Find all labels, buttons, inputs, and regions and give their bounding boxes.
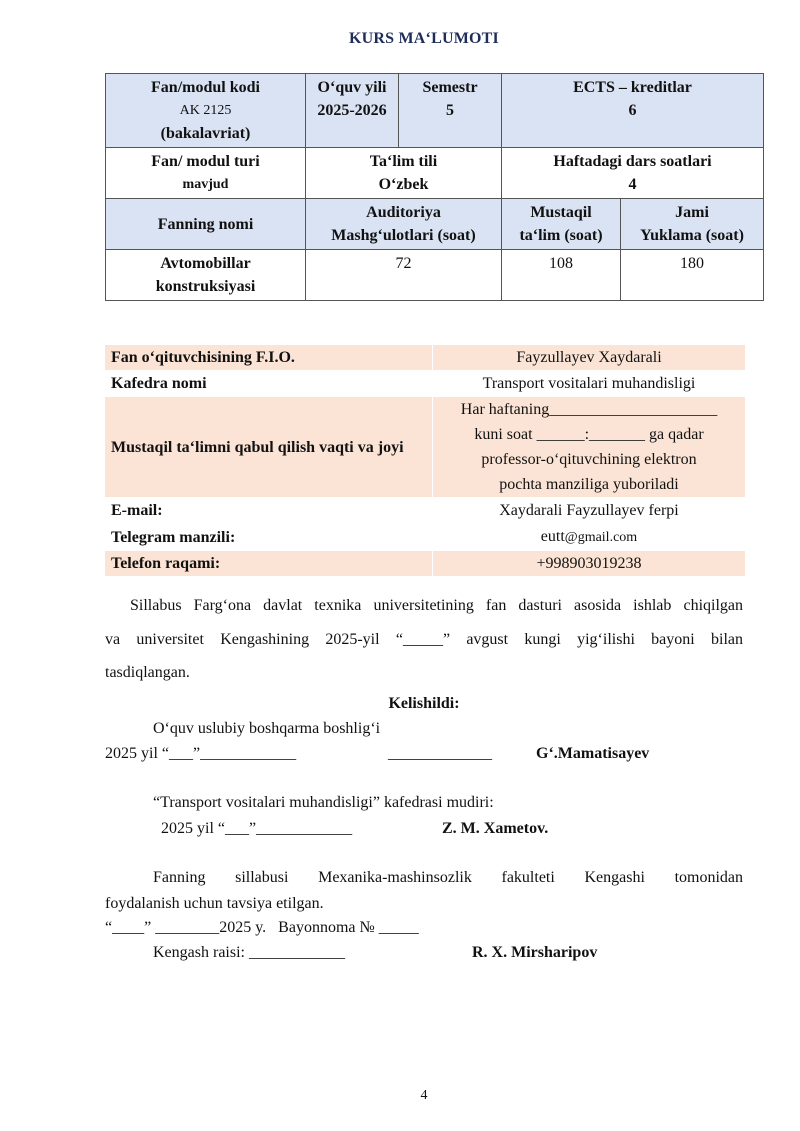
- self-study-time-line-1: Har haftaning_____________________: [460, 401, 718, 418]
- council-chair: Kengash raisi: ____________: [153, 944, 345, 961]
- type-cell: [106, 148, 306, 199]
- self-study-time-line-3: professor-o‘qituvchining elektron: [481, 451, 697, 468]
- auditorium-value-cell: [306, 250, 502, 301]
- head-1-name: G‘.Mamatisayev: [536, 745, 650, 762]
- telegram-value-b: @gmail.com: [564, 530, 638, 545]
- ects-label: ECTS – kreditlar: [573, 79, 692, 96]
- phone-label: Telefon raqami:: [105, 551, 433, 577]
- name-value-2: konstruksiyasi: [155, 278, 256, 295]
- weekly-value: 4: [628, 176, 637, 193]
- lang-value: O‘zbek: [378, 176, 429, 193]
- teacher-info-table: [105, 345, 745, 577]
- auditorium-label-1: Auditoriya: [366, 204, 441, 221]
- dept-label: Kafedra nomi: [105, 371, 433, 397]
- dept-value: Transport vositalari muhandisligi: [433, 371, 746, 397]
- total-label-cell: [621, 199, 764, 250]
- self-study-time-line-2: kuni soat ______:_______ ga qadar: [474, 426, 704, 443]
- teacher-label: Fan o‘qituvchisining F.I.O.: [105, 345, 433, 371]
- telegram-label: Telegram manzili:: [105, 524, 433, 551]
- self-study-time-label: Mustaqil ta‘limni qabul qilish vaqti va joyi: [105, 397, 433, 498]
- year-label: O‘quv yili: [317, 79, 387, 96]
- self-study-value-cell: [502, 250, 621, 301]
- auditorium-label-cell: [306, 199, 502, 250]
- type-value: mavjud: [182, 177, 229, 192]
- code-note: (bakalavriat): [160, 125, 251, 142]
- total-value-cell: [621, 250, 764, 301]
- self-study-label-2: ta‘lim (soat): [519, 227, 603, 244]
- page-number: 4: [420, 1088, 428, 1103]
- total-label-1: Jami: [675, 204, 709, 221]
- paragraph-2-line-1: Fanning sillabusi Mexanika-mashinsozlik fakulteti Kengashi tomonidan: [153, 869, 743, 886]
- page-title: KURS MA‘LUMOTI: [349, 30, 499, 47]
- paragraph-1-line-1: Sillabus Farg‘ona davlat texnika universitetining fan dasturi asosida ishlab chiqilgan: [130, 597, 743, 614]
- type-label: Fan/ modul turi: [151, 153, 260, 170]
- head-1-date: 2025 yil “___”____________: [105, 745, 297, 762]
- weekly-label: Haftadagi dars soatlari: [553, 153, 712, 170]
- lang-cell: [306, 148, 502, 199]
- teacher-value: Fayzullayev Xaydarali: [433, 345, 746, 371]
- code-value: AK 2125: [179, 103, 232, 118]
- paragraph-2-line-2: foydalanish uchun tavsiya etilgan.: [105, 895, 324, 912]
- protocol-line: “____” ________2025 y. Bayonnoma № _____: [105, 919, 419, 936]
- name-value-1: Avtomobillar: [160, 255, 251, 272]
- head-2-date: 2025 yil “___”____________: [161, 820, 353, 837]
- phone-value: +998903019238: [433, 551, 746, 577]
- head-1-title: O‘quv uslubiy boshqarma boshlig‘i: [153, 720, 381, 737]
- email-label: E-mail:: [105, 498, 433, 524]
- agreed-heading: Kelishildi:: [388, 695, 460, 712]
- total-label-2: Yuklama (soat): [640, 227, 744, 244]
- telegram-value: [433, 524, 746, 551]
- semester-cell: [399, 74, 502, 148]
- self-study-label-cell: [502, 199, 621, 250]
- lang-label: Ta‘lim tili: [369, 153, 438, 170]
- year-value: 2025-2026: [317, 102, 387, 119]
- self-study-time-value: [433, 397, 746, 498]
- code-label: Fan/modul kodi: [151, 79, 260, 96]
- auditorium-value: 72: [395, 255, 412, 272]
- name-label: Fanning nomi: [157, 215, 254, 233]
- head-1-signature-line: _____________: [388, 745, 492, 762]
- course-info-table: [105, 73, 764, 301]
- ects-value: 6: [628, 102, 637, 119]
- year-cell: [306, 74, 399, 148]
- email-value: Xaydarali Fayzullayev ferpi: [433, 498, 746, 524]
- self-study-label-1: Mustaqil: [530, 204, 592, 221]
- self-study-value: 108: [549, 255, 573, 272]
- self-study-time-line-4: pochta manziliga yuboriladi: [499, 476, 679, 493]
- head-2-name: Z. M. Xametov.: [442, 820, 549, 837]
- name-label-cell: [106, 199, 306, 250]
- semester-value: 5: [446, 102, 454, 119]
- ects-cell: [502, 74, 764, 148]
- paragraph-1-line-2: va universitet Kengashining 2025-yil “_____” avgust kungi yig‘ilishi bayoni bilan: [105, 631, 743, 648]
- head-2-title: “Transport vositalari muhandisligi” kafedrasi mudiri:: [153, 794, 494, 811]
- telegram-value-a: eutt: [540, 528, 565, 545]
- paragraph-1-line-3: tasdiqlangan.: [105, 664, 190, 681]
- council-chair-name: R. X. Mirsharipov: [472, 944, 598, 961]
- auditorium-label-2: Mashg‘ulotlari (soat): [331, 227, 476, 244]
- weekly-cell: [502, 148, 764, 199]
- total-value: 180: [680, 255, 704, 272]
- semester-label: Semestr: [422, 79, 478, 96]
- code-cell: [106, 74, 306, 148]
- name-value-cell: [106, 250, 306, 301]
